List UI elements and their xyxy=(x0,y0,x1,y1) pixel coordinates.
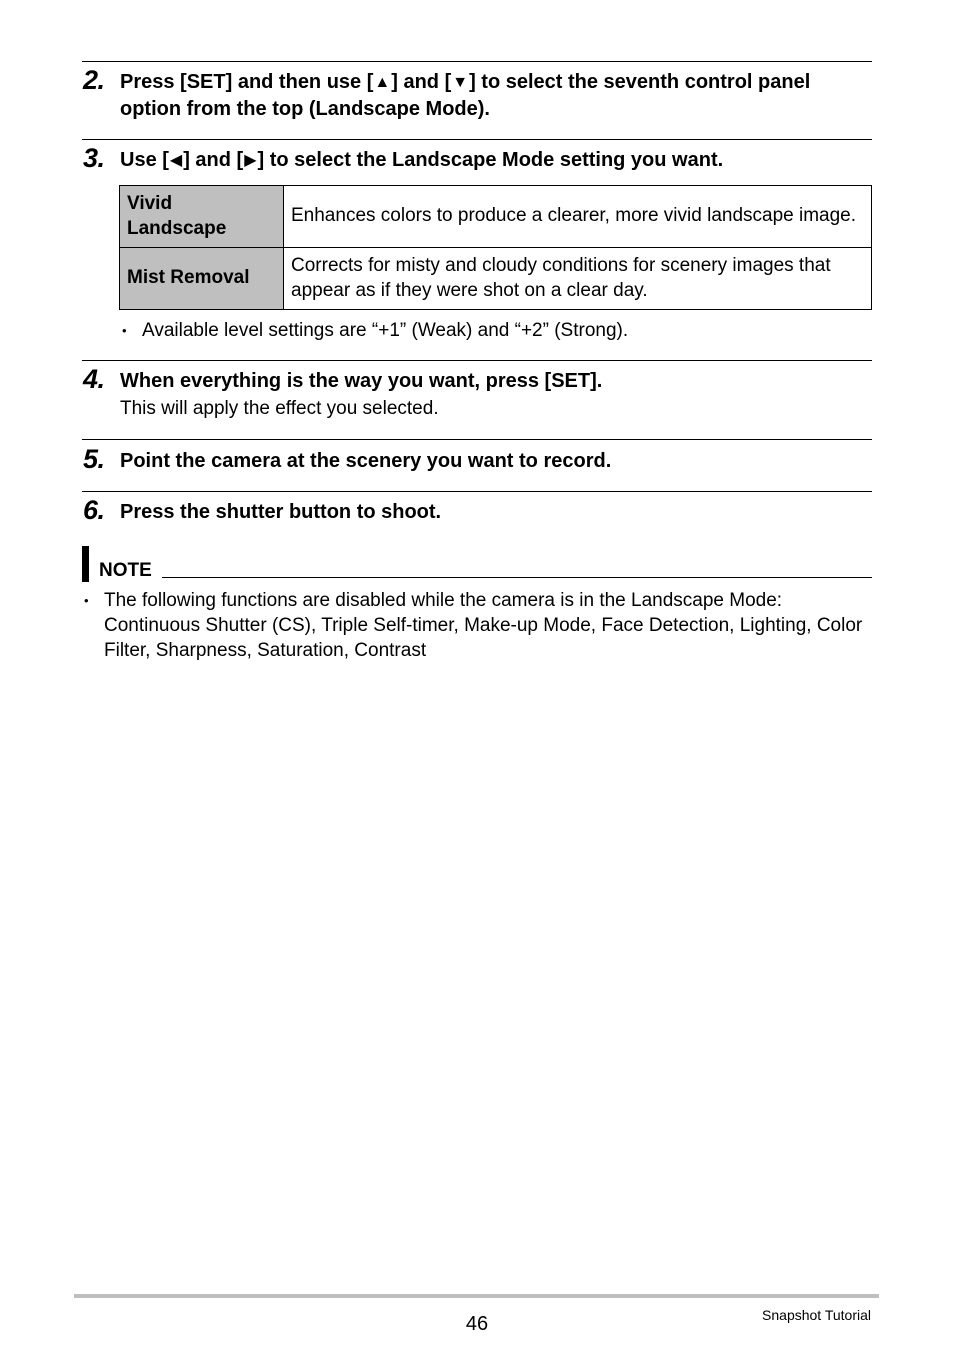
step-3-text-part-3: ] to select the Landscape Mode setting you want. xyxy=(257,149,724,171)
step-4-divider xyxy=(82,360,872,361)
level-settings-note xyxy=(122,318,628,343)
mode-name-cell: Mist Removal xyxy=(120,248,284,310)
footer-bar xyxy=(74,1294,879,1298)
step-2-text-part-3: ] to select the seventh control panel option from the top (Landscape Mode). xyxy=(120,71,811,120)
step-3-text-part-2: ] and [ xyxy=(183,149,244,171)
level-settings-text: Available level settings are “+1” (Weak) and “+2” (Strong). xyxy=(142,320,629,341)
step-3-divider xyxy=(82,139,872,140)
down-arrow-icon: ▼ xyxy=(452,74,469,91)
left-arrow-icon: ◀ xyxy=(169,152,183,169)
step-5-text: Point the camera at the scenery you want to record. xyxy=(120,450,612,472)
mode-name-cell: Vivid Landscape xyxy=(120,186,284,248)
step-5-number: 5. xyxy=(83,444,105,474)
step-3-text xyxy=(120,147,872,174)
page-number: 46 xyxy=(465,1313,489,1335)
step-6-number: 6. xyxy=(83,495,105,525)
bullet-icon: • xyxy=(84,593,89,608)
step-3-text-part-1: Use [ xyxy=(120,149,169,171)
note-divider xyxy=(162,577,872,578)
right-arrow-icon: ▶ xyxy=(244,152,257,169)
bullet-icon: • xyxy=(122,323,127,338)
note-bar-icon xyxy=(82,546,89,582)
table-row xyxy=(120,248,872,310)
step-6-text: Press the shutter button to shoot. xyxy=(120,501,442,523)
step-4-number: 4. xyxy=(83,364,105,394)
note-item xyxy=(84,588,872,663)
mode-description-cell: Corrects for misty and cloudy conditions for scenery images that appear as if they were shot on a clear day. xyxy=(284,248,872,310)
step-3-number: 3. xyxy=(83,143,105,173)
step-2-text-part-1: Press [SET] and then use [ xyxy=(120,71,374,93)
note-label: NOTE xyxy=(99,560,152,581)
step-5-divider xyxy=(82,439,872,440)
step-2-divider xyxy=(82,61,872,62)
step-2-text xyxy=(120,69,872,122)
mode-description-cell: Enhances colors to produce a clearer, more vivid landscape image. xyxy=(284,186,872,248)
step-2-number: 2. xyxy=(83,65,105,95)
note-item-text: The following functions are disabled while the camera is in the Landscape Mode: Continuous Shutter (CS), Triple Self-timer, Make-up Mode, Face Detection, Lighting, Color Filter, Sharpness, Saturation, Contrast xyxy=(104,590,863,661)
up-arrow-icon: ▲ xyxy=(374,74,391,91)
table-row xyxy=(120,186,872,248)
step-4-text: When everything is the way you want, press [SET]. xyxy=(120,370,603,392)
step-2-text-part-2: ] and [ xyxy=(391,71,452,93)
step-6-divider xyxy=(82,491,872,492)
step-4-subtext: This will apply the effect you selected. xyxy=(120,398,439,419)
landscape-mode-table xyxy=(119,185,872,310)
section-name: Snapshot Tutorial xyxy=(762,1307,871,1323)
